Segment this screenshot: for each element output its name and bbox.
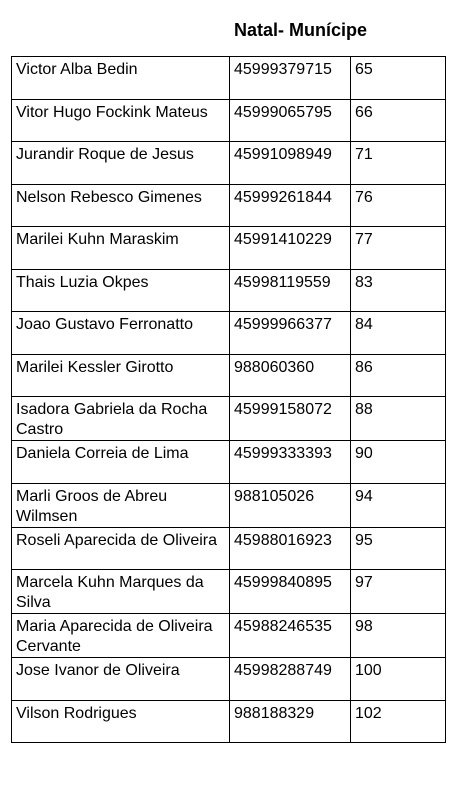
table-row [12, 227, 446, 270]
number-cell: 88 [351, 397, 446, 441]
number-cell: 86 [351, 354, 446, 397]
phone-cell: 45999840895 [230, 570, 351, 614]
name-cell: Victor Alba Bedin [12, 57, 230, 100]
table-row [12, 354, 446, 397]
phone-cell: 45991410229 [230, 227, 351, 270]
number-cell: 95 [351, 527, 446, 570]
table-row [12, 142, 446, 185]
phone-cell: 45988016923 [230, 527, 351, 570]
phone-cell: 45999379715 [230, 57, 351, 100]
table-row [12, 269, 446, 312]
table-row [12, 483, 446, 527]
table-row [12, 658, 446, 701]
number-cell: 90 [351, 441, 446, 484]
table-row [12, 441, 446, 484]
number-cell: 66 [351, 99, 446, 142]
phone-cell: 45999333393 [230, 441, 351, 484]
name-cell: Marli Groos de Abreu Wilmsen [12, 483, 230, 527]
name-cell: Marilei Kuhn Maraskim [12, 227, 230, 270]
number-cell: 71 [351, 142, 446, 185]
contacts-table-body [12, 57, 446, 743]
phone-cell: 45999065795 [230, 99, 351, 142]
table-row [12, 527, 446, 570]
table-row [12, 57, 446, 100]
number-cell: 65 [351, 57, 446, 100]
table-row [12, 184, 446, 227]
phone-cell: 988105026 [230, 483, 351, 527]
table-row [12, 312, 446, 355]
table-row [12, 700, 446, 743]
name-cell: Vilson Rodrigues [12, 700, 230, 743]
number-cell: 98 [351, 614, 446, 658]
phone-cell: 45998119559 [230, 269, 351, 312]
name-cell: Jurandir Roque de Jesus [12, 142, 230, 185]
table-row [12, 614, 446, 658]
name-cell: Vitor Hugo Fockink Mateus [12, 99, 230, 142]
number-cell: 77 [351, 227, 446, 270]
number-cell: 100 [351, 658, 446, 701]
name-cell: Daniela Correia de Lima [12, 441, 230, 484]
contacts-table [11, 56, 446, 743]
name-cell: Marcela Kuhn Marques da Silva [12, 570, 230, 614]
number-cell: 94 [351, 483, 446, 527]
page-title: Natal- Munícipe [234, 20, 368, 40]
phone-cell: 45998288749 [230, 658, 351, 701]
name-cell: Thais Luzia Okpes [12, 269, 230, 312]
table-row [12, 397, 446, 441]
name-cell: Marilei Kessler Girotto [12, 354, 230, 397]
name-cell: Isadora Gabriela da Rocha Castro [12, 397, 230, 441]
name-cell: Nelson Rebesco Gimenes [12, 184, 230, 227]
phone-cell: 988188329 [230, 700, 351, 743]
phone-cell: 45991098949 [230, 142, 351, 185]
phone-cell: 988060360 [230, 354, 351, 397]
table-row [12, 99, 446, 142]
phone-cell: 45999261844 [230, 184, 351, 227]
phone-cell: 45999158072 [230, 397, 351, 441]
number-cell: 84 [351, 312, 446, 355]
phone-cell: 45988246535 [230, 614, 351, 658]
number-cell: 102 [351, 700, 446, 743]
name-cell: Jose Ivanor de Oliveira [12, 658, 230, 701]
name-cell: Roseli Aparecida de Oliveira [12, 527, 230, 570]
number-cell: 97 [351, 570, 446, 614]
name-cell: Maria Aparecida de Oliveira Cervante [12, 614, 230, 658]
name-cell: Joao Gustavo Ferronatto [12, 312, 230, 355]
number-cell: 83 [351, 269, 446, 312]
table-row [12, 570, 446, 614]
number-cell: 76 [351, 184, 446, 227]
phone-cell: 45999966377 [230, 312, 351, 355]
